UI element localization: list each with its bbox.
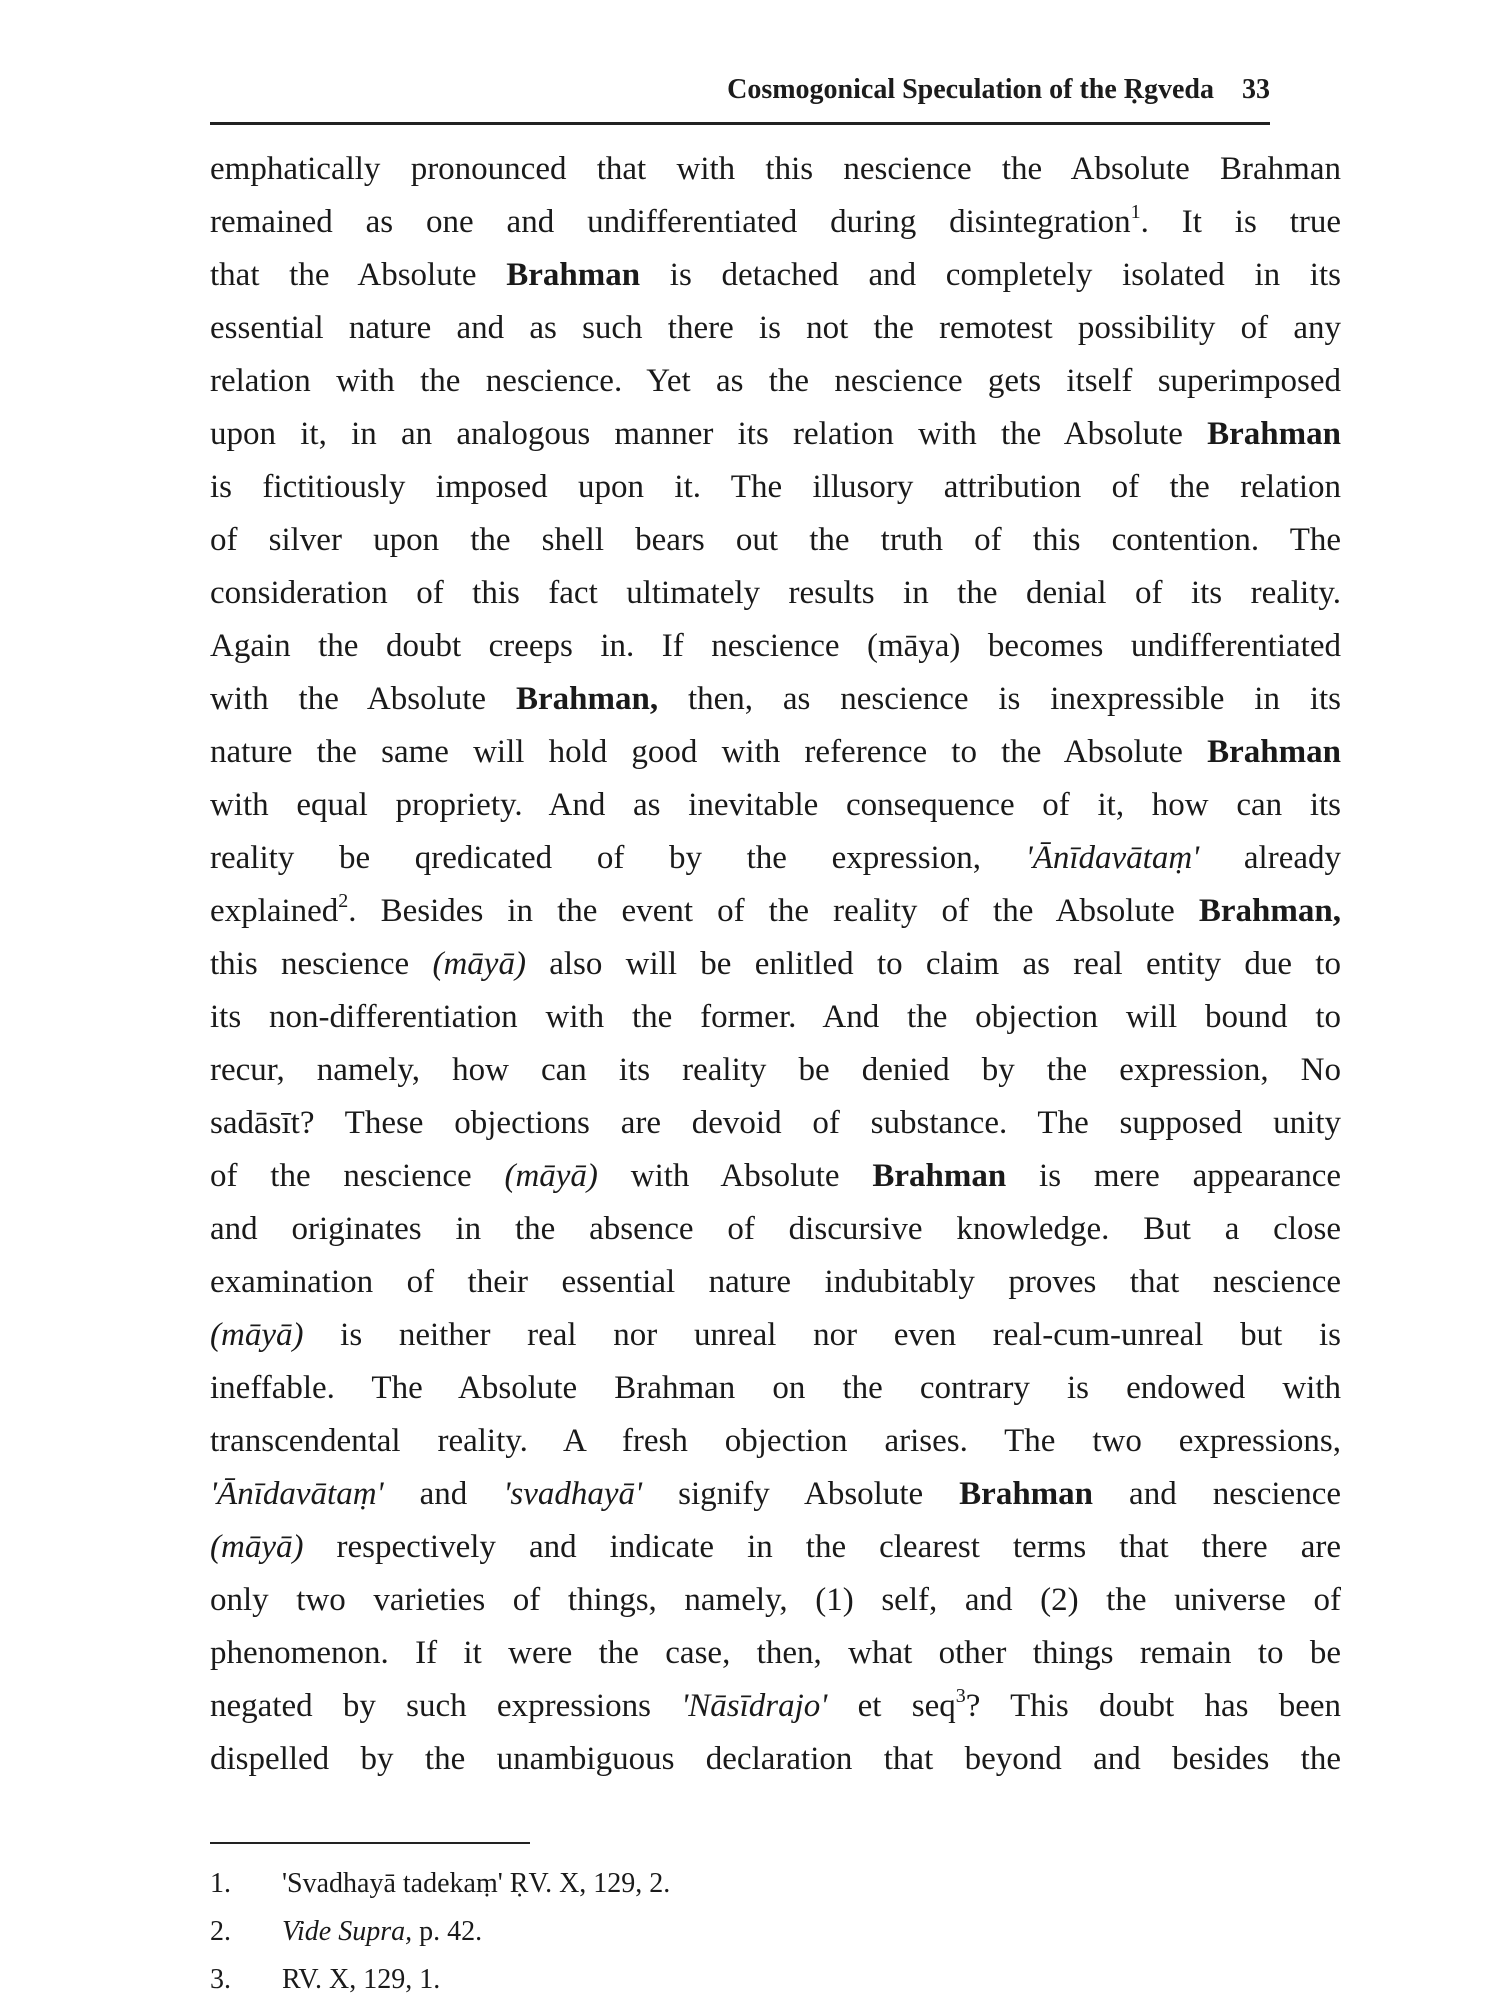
text-line: of the nescience (māyā) with Absolute Brahman is mere appearance xyxy=(210,1158,1341,1194)
text-line: is fictitiously imposed upon it. The illusory attribution of the relation xyxy=(210,469,1341,505)
text-line: essential nature and as such there is not the remotest possibility of any xyxy=(210,310,1341,346)
header-rule xyxy=(210,122,1270,125)
text-line: examination of their essential nature indubitably proves that nescience xyxy=(210,1264,1341,1300)
running-head-title: Cosmogonical Speculation of the Ṛgveda xyxy=(727,74,1214,105)
text-line: transcendental reality. A fresh objection arises. The two expressions, xyxy=(210,1423,1341,1459)
text-line: (māyā) is neither real nor unreal nor even real-cum-unreal but is xyxy=(210,1317,1341,1353)
footnote-ref: 1 xyxy=(1130,201,1141,223)
text-line: only two varieties of things, namely, (1) self, and (2) the universe of xyxy=(210,1582,1341,1618)
text-line: emphatically pronounced that with this nescience the Absolute Brahman xyxy=(210,151,1341,187)
text-line: negated by such expressions 'Nāsīdrajo' et seq$^3$? This doubt has been xyxy=(210,1685,1342,1724)
text-line: and originates in the absence of discursive knowledge. But a close xyxy=(210,1211,1341,1247)
text-line: this nescience (māyā) also will be enlitled to claim as real entity due to xyxy=(210,946,1341,982)
text-line: with equal propriety. And as inevitable consequence of it, how can its xyxy=(210,787,1341,823)
footnote-ref: 2 xyxy=(338,890,349,912)
text-line: recur, namely, how can its reality be denied by the expression, No xyxy=(210,1052,1341,1088)
text-line: sadāsīt? These objections are devoid of substance. The supposed unity xyxy=(210,1105,1341,1141)
footnote-3: 3. RV. X, 129, 1. xyxy=(210,1964,441,1995)
footnote-1: 1. 'Svadhayā tadekaṃ' ṚV. X, 129, 2. xyxy=(210,1868,671,1899)
text-line: Again the doubt creeps in. If nescience (māya) becomes undifferentiated xyxy=(210,628,1341,664)
text-line: of silver upon the shell bears out the truth of this contention. The xyxy=(210,522,1341,558)
text-line: 'Ānīdavātaṃ' and 'svadhayā' signify Absolute Brahman and nescience xyxy=(210,1476,1341,1512)
running-head xyxy=(210,70,1270,110)
text-line: phenomenon. If it were the case, then, what other things remain to be xyxy=(210,1635,1341,1671)
text-line: (māyā) respectively and indicate in the clearest terms that there are xyxy=(210,1529,1341,1565)
text-line: reality be qredicated of by the expression, 'Ānīdavātaṃ' already xyxy=(210,840,1341,876)
footnote-ref: 3 xyxy=(955,1685,966,1707)
text-line: ineffable. The Absolute Brahman on the contrary is endowed with xyxy=(210,1370,1341,1406)
text-line: remained as one and undifferentiated during disintegration$^1$. It is true xyxy=(210,201,1341,240)
text-line: relation with the nescience. Yet as the nescience gets itself superimposed xyxy=(210,363,1341,399)
text-line: consideration of this fact ultimately results in the denial of its reality. xyxy=(210,575,1341,611)
text-line: dispelled by the unambiguous declaration that beyond and besides the xyxy=(210,1741,1341,1777)
text-line: nature the same will hold good with reference to the Absolute Brahman xyxy=(210,734,1341,770)
footnotes xyxy=(210,1860,1110,2004)
text-line: its non-differentiation with the former. And the objection will bound to xyxy=(210,999,1341,1035)
text-line: upon it, in an analogous manner its relation with the Absolute Brahman xyxy=(210,416,1341,452)
text-line: that the Absolute Brahman is detached and completely isolated in its xyxy=(210,257,1341,293)
text-line: explained$^2$. Besides in the event of the reality of the Absolute Brahman, xyxy=(210,890,1341,929)
page-number: 33 xyxy=(1242,74,1270,105)
footnote-rule xyxy=(210,1842,530,1844)
footnote-2: 2. Vide Supra, p. 42. xyxy=(210,1916,483,1947)
text-line: with the Absolute Brahman, then, as nescience is inexpressible in its xyxy=(210,681,1342,717)
body-paragraph xyxy=(210,143,1341,1786)
